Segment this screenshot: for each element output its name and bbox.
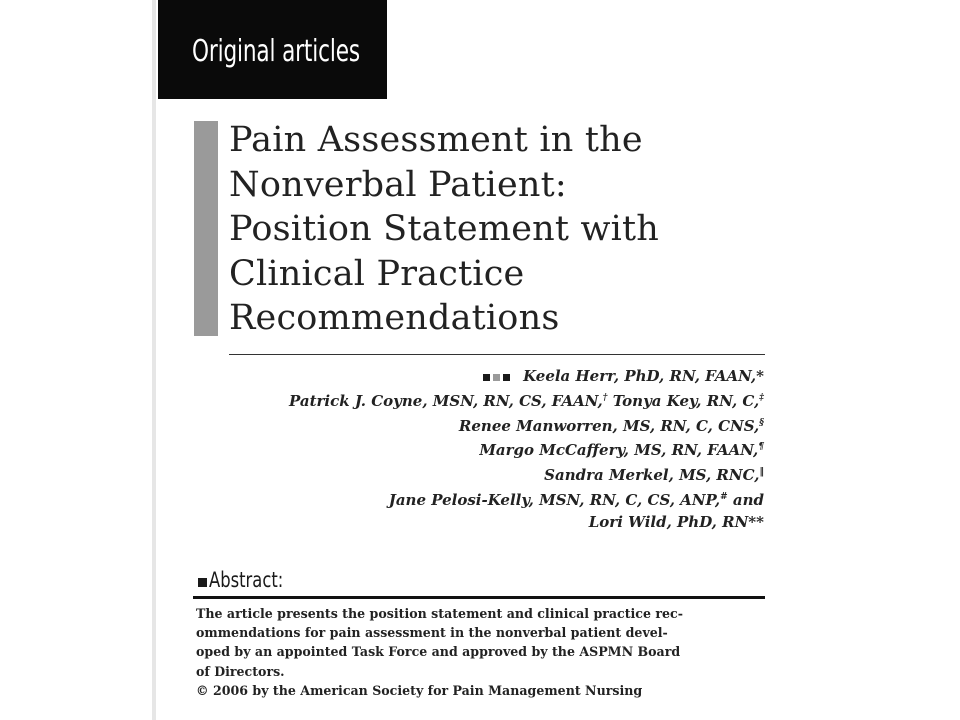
section-banner	[158, 0, 387, 99]
author-footnote-mark: #	[720, 492, 728, 503]
title-rule	[229, 354, 765, 355]
abstract-heading	[198, 568, 304, 592]
author-footnote-mark: ‖	[759, 467, 764, 478]
author-line	[289, 388, 764, 413]
title-line: Nonverbal Patient:	[229, 164, 567, 205]
author-line	[289, 462, 764, 487]
abstract-square-icon	[198, 578, 207, 587]
author-name: Patrick J. Coyne, MSN, RN, CS, FAAN,	[288, 391, 603, 410]
copyright-line: © 2006 by the American Society for Pain Management Nursing	[196, 682, 643, 698]
article-title	[229, 118, 789, 341]
abstract-label: Abstract:	[209, 568, 284, 592]
decorative-squares-icon	[483, 366, 513, 388]
author-footnote-mark: ‡	[759, 392, 764, 403]
author-footnote-mark: ¶	[758, 442, 764, 453]
author-line	[289, 437, 764, 462]
author-name: Tonya Key, RN, C,	[607, 391, 760, 410]
author-name: Jane Pelosi-Kelly, MSN, RN, C, CS, ANP,	[388, 491, 721, 510]
page-edge-line	[152, 0, 156, 720]
author-list	[289, 366, 764, 534]
abstract-line: oped by an appointed Task Force and approved by the ASPMN Board	[196, 644, 681, 660]
abstract-text	[196, 604, 768, 700]
author-footnote-mark: †	[602, 392, 608, 403]
author-line	[289, 512, 764, 534]
title-line: Pain Assessment in the	[229, 120, 643, 160]
author-line	[289, 487, 764, 512]
author-name: Margo McCaffery, MS, RN, FAAN,	[479, 441, 759, 460]
title-line: Clinical Practice	[229, 253, 525, 294]
author-name: Sandra Merkel, MS, RNC,	[544, 466, 760, 485]
section-label: Original articles	[192, 34, 360, 69]
abstract-line: of Directors.	[196, 663, 285, 679]
abstract-line: ommendations for pain assessment in the nonverbal patient devel-	[196, 625, 668, 641]
title-line: Recommendations	[229, 298, 560, 338]
abstract-rule	[193, 596, 765, 599]
abstract-line: The article presents the position statement and clinical practice rec-	[196, 606, 683, 621]
title-line: Position Statement with	[229, 209, 660, 249]
title-accent-bar	[194, 121, 218, 336]
author-footnote-mark: §	[759, 417, 764, 428]
author-line	[289, 413, 764, 438]
author-name: Keela Herr, PhD, RN, FAAN,*	[523, 367, 764, 385]
author-name: and	[727, 491, 764, 510]
author-name: Lori Wild, PhD, RN**	[588, 512, 764, 531]
author-line	[289, 366, 764, 388]
author-name: Renee Manworren, MS, RN, C, CNS,	[458, 416, 760, 435]
